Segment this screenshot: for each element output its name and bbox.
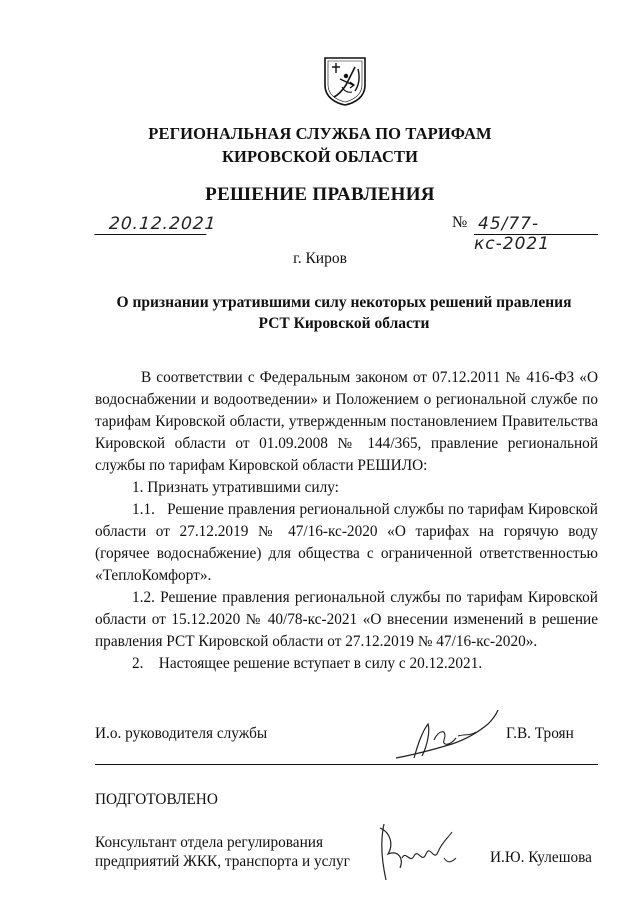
prepared-signature: [368, 818, 460, 886]
item-1-1: 1.1. Решение правления региональной службы по тарифам Кировской области от 27.12.2019 № 47/16-кс-2020 «О тарифах на горячую воду (горячее водоснабжение) для общества с ограниченной ответственностью «ТеплоКомфорт».: [95, 501, 598, 584]
date-field: [94, 214, 218, 235]
number-field: [474, 214, 598, 254]
title-line2: РСТ Кировской области: [258, 315, 430, 332]
org-name-line2: КИРОВСКОЙ ОБЛАСТИ: [221, 147, 419, 166]
title-line1: О признании утратившими силу некоторых решений правления: [116, 294, 572, 311]
prepared-position-line1: Консультант отдела регулирования: [95, 834, 323, 851]
item-2: 2. Настоящее решение вступает в силу с 20.12.2021.: [132, 655, 483, 672]
prepared-position: [95, 833, 350, 871]
item-1: 1. Признать утратившими силу:: [132, 479, 339, 496]
number-label: №: [452, 214, 468, 231]
document-number: 45/77-кс-2021: [474, 214, 551, 254]
org-name-line1: РЕГИОНАЛЬНАЯ СЛУЖБА ПО ТАРИФАМ: [148, 124, 492, 143]
city: г. Киров: [293, 250, 347, 267]
intro-paragraph: В соответствии с Федеральным законом от 07.12.2011 № 416-ФЗ «О водоснабжении и водоотведении» и Положением о региональной службе по тарифам Кировской области, утвержденным постановлением Правительства Кировской области от 01.09.2008 № 144/365, правление региональной службы по тарифам Кировской области РЕШИЛО:: [95, 369, 598, 474]
prepared-position-line2: предприятий ЖКК, транспорта и услуг: [95, 853, 350, 870]
date-value: 20.12.2021: [108, 214, 218, 234]
coat-of-arms-icon: [322, 55, 368, 107]
head-signature: [392, 700, 502, 772]
document-type: РЕШЕНИЕ ПРАВЛЕНИЯ: [205, 184, 435, 205]
prepared-label: ПОДГОТОВЛЕНО: [95, 791, 218, 808]
handwritten-signature-icon: [368, 818, 460, 886]
item-1-2: 1.2. Решение правления региональной службы по тарифам Кировской области от 15.12.2020 № 40/78-кс-2021 «О внесении изменений в решение правления РСТ Кировской области от 27.12.2019 № 47/16-кс-2020».: [95, 589, 598, 650]
signatory-name: Г.В. Троян: [506, 725, 574, 742]
signatory-position: И.о. руководителя службы: [95, 725, 268, 742]
decision-title: [96, 292, 592, 334]
coat-of-arms-emblem: [322, 55, 368, 107]
signature-divider: [95, 764, 598, 765]
prepared-name: И.Ю. Кулешова: [490, 849, 592, 866]
decision-body: [95, 367, 598, 675]
handwritten-signature-icon: [392, 700, 502, 772]
